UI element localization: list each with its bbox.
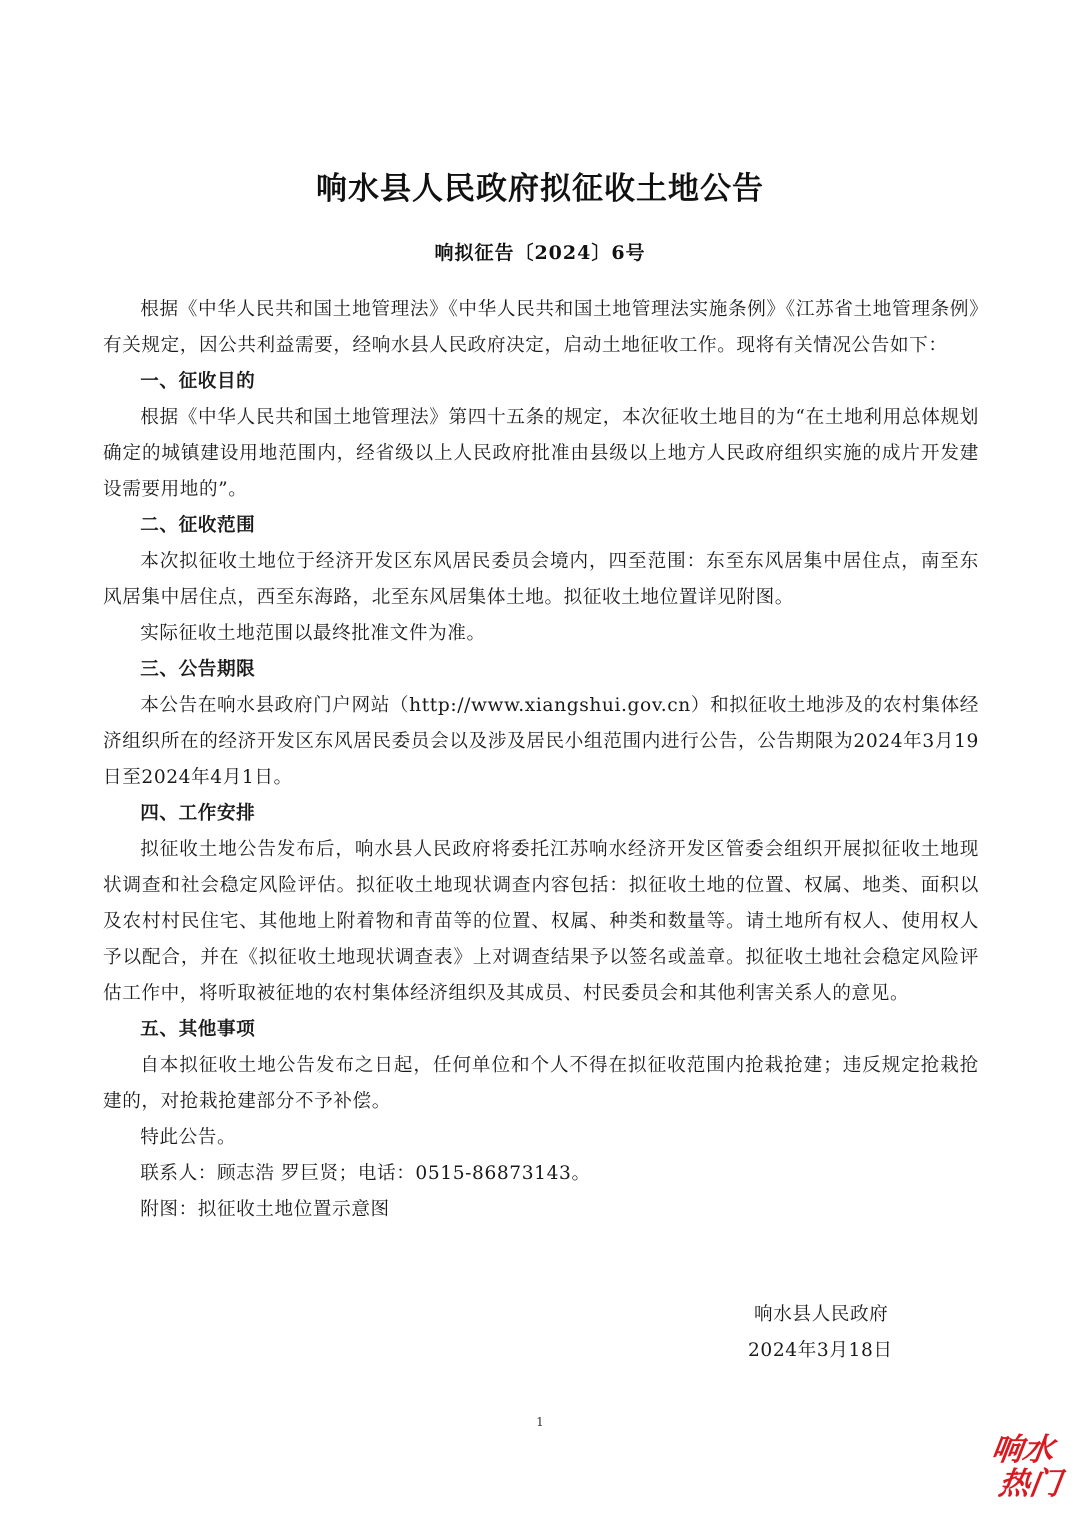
section-heading-scope: 二、征收范围 (140, 515, 256, 536)
closing-line: 特此公告。 (140, 1127, 237, 1148)
section-paragraph: 本公告在响水县政府门户网站（http://www.xiangshui.gov.cn）和拟征收土地涉及的农村集体经济组织所在的经济开发区东风居民委员会以及涉及居民小组范围内进行公告，公告期限为2024年3月19日至2024年4月1日。 (103, 695, 979, 788)
signature-date: 2024年3月18日 (748, 1340, 893, 1361)
section-paragraph: 根据《中华人民共和国土地管理法》第四十五条的规定，本次征收土地目的为“在土地利用总体规划确定的城镇建设用地范围内，经省级以上人民政府批准由县级以上地方人民政府组织实施的成片开发建设需要用地的”。 (103, 407, 979, 500)
section-heading-other: 五、其他事项 (140, 1019, 256, 1040)
section-paragraph: 自本拟征收土地公告发布之日起，任何单位和个人不得在拟征收范围内抢栽抢建；违反规定抢栽抢建的，对抢栽抢建部分不予补偿。 (103, 1055, 979, 1112)
section-heading-purpose: 一、征收目的 (140, 371, 256, 392)
attachment-line: 附图：拟征收土地位置示意图 (140, 1199, 390, 1220)
section-heading-period: 三、公告期限 (140, 659, 256, 680)
document-number: 响拟征告〔2024〕6号 (434, 242, 646, 264)
page-title: 响水县人民政府拟征收土地公告 (316, 171, 764, 207)
section-heading-arrangement: 四、工作安排 (140, 803, 256, 824)
section-paragraph: 实际征收土地范围以最终批准文件为准。 (140, 623, 486, 644)
section-paragraph: 本次拟征收土地位于经济开发区东风居民委员会境内，四至范围：东至东风居集中居住点，南至东风居集中居住点，西至东海路，北至东风居集体土地。拟征收土地位置详见附图。 (103, 551, 979, 608)
document-body (103, 292, 979, 1228)
page-number: 1 (536, 1415, 544, 1429)
watermark-logo (982, 1433, 1074, 1517)
watermark-line1: 响水 (988, 1432, 1057, 1468)
section-paragraph: 拟征收土地公告发布后，响水县人民政府将委托江苏响水经济开发区管委会组织开展拟征收土地现状调查和社会稳定风险评估。拟征收土地现状调查内容包括：拟征收土地的位置、权属、地类、面积以及农村村民住宅、其他地上附着物和青苗等的位置、权属、种类和数量等。请土地所有权人、使用权人予以配合，并在《拟征收土地现状调查表》上对调查结果予以签名或盖章。拟征收土地社会稳定风险评估工作中，将听取被征地的农村集体经济组织及其成员、村民委员会和其他利害关系人的意见。 (103, 839, 979, 1004)
intro-paragraph: 根据《中华人民共和国土地管理法》《中华人民共和国土地管理法实施条例》《江苏省土地管理条例》有关规定，因公共利益需要，经响水县人民政府决定，启动土地征收工作。现将有关情况公告如下： (103, 299, 979, 356)
signature-organization: 响水县人民政府 (754, 1304, 889, 1325)
contact-line: 联系人：顾志浩 罗巨贤；电话：0515-86873143。 (140, 1163, 591, 1184)
watermark-line2: 热门 (996, 1466, 1064, 1502)
